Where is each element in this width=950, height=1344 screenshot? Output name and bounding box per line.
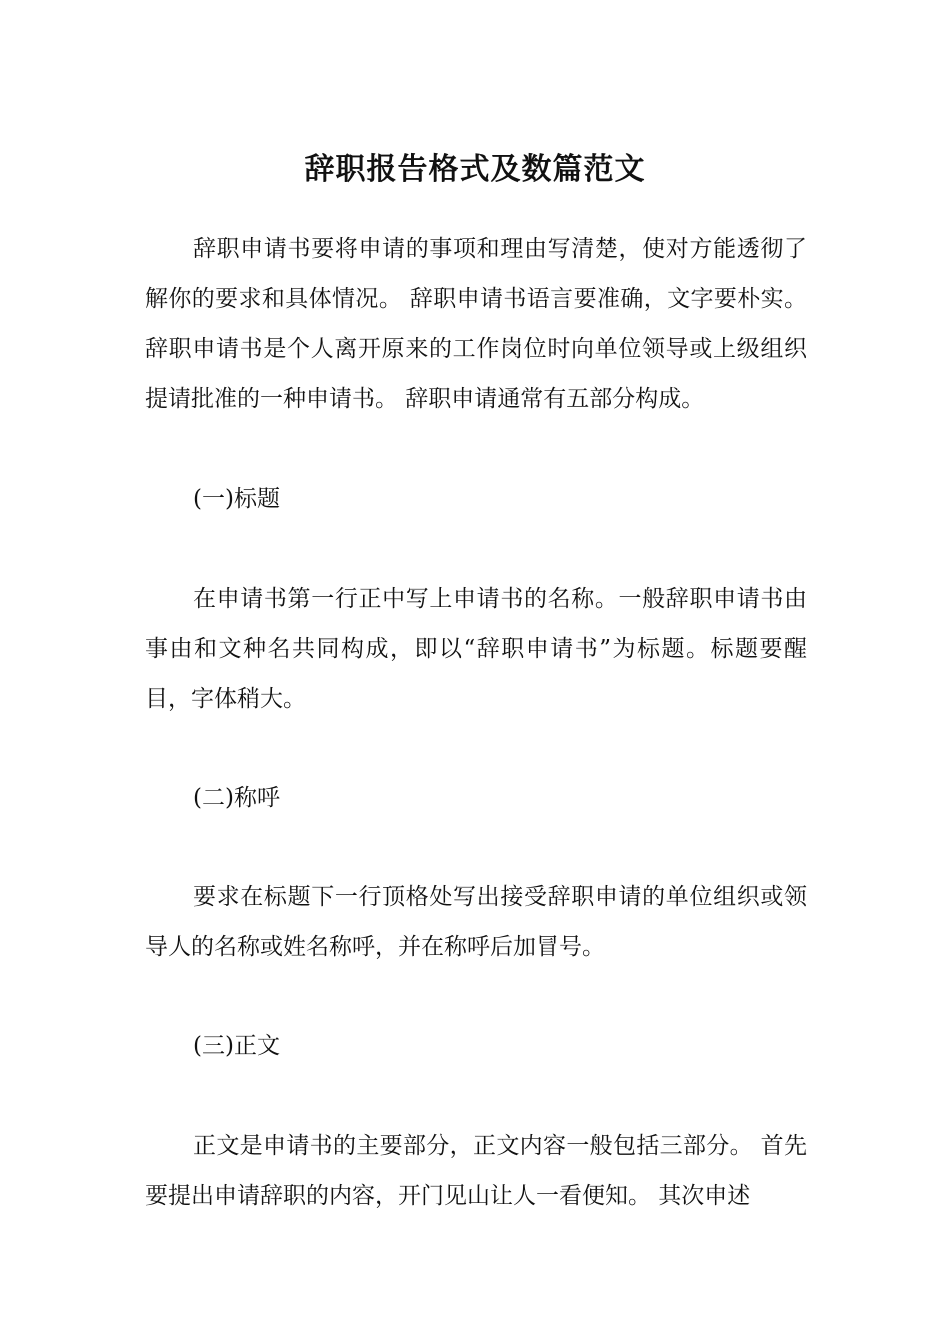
section-heading-title: (一)标题 — [193, 486, 280, 512]
section-body-body: 正文是申请书的主要部分，正文内容一般包括三部分。 首先要提出申请辞职的内容，开门见山让人一看便知。 其次申述 — [145, 1133, 807, 1209]
section-heading-salutation: (二)称呼 — [193, 785, 280, 811]
section-body-title: 在申请书第一行正中写上申请书的名称。一般辞职申请书由事由和文种名共同构成，即以“辞职申请书”为标题。标题要醒目，字体稍大。 — [145, 586, 807, 712]
section-heading-body: (三)正文 — [193, 1033, 280, 1059]
intro-paragraph: 辞职申请书要将申请的事项和理由写清楚，使对方能透彻了解你的要求和具体情况。 辞职申请书语言要准确，文字要朴实。 辞职申请书是个人离开原来的工作岗位时向单位领导或上级组织提请批准的一种申请书。 辞职申请通常有五部分构成。 — [145, 236, 807, 412]
document-title: 辞职报告格式及数篇范文 — [304, 152, 646, 188]
section-body-salutation: 要求在标题下一行顶格处写出接受辞职申请的单位组织或领导人的名称或姓名称呼，并在称呼后加冒号。 — [145, 884, 807, 960]
